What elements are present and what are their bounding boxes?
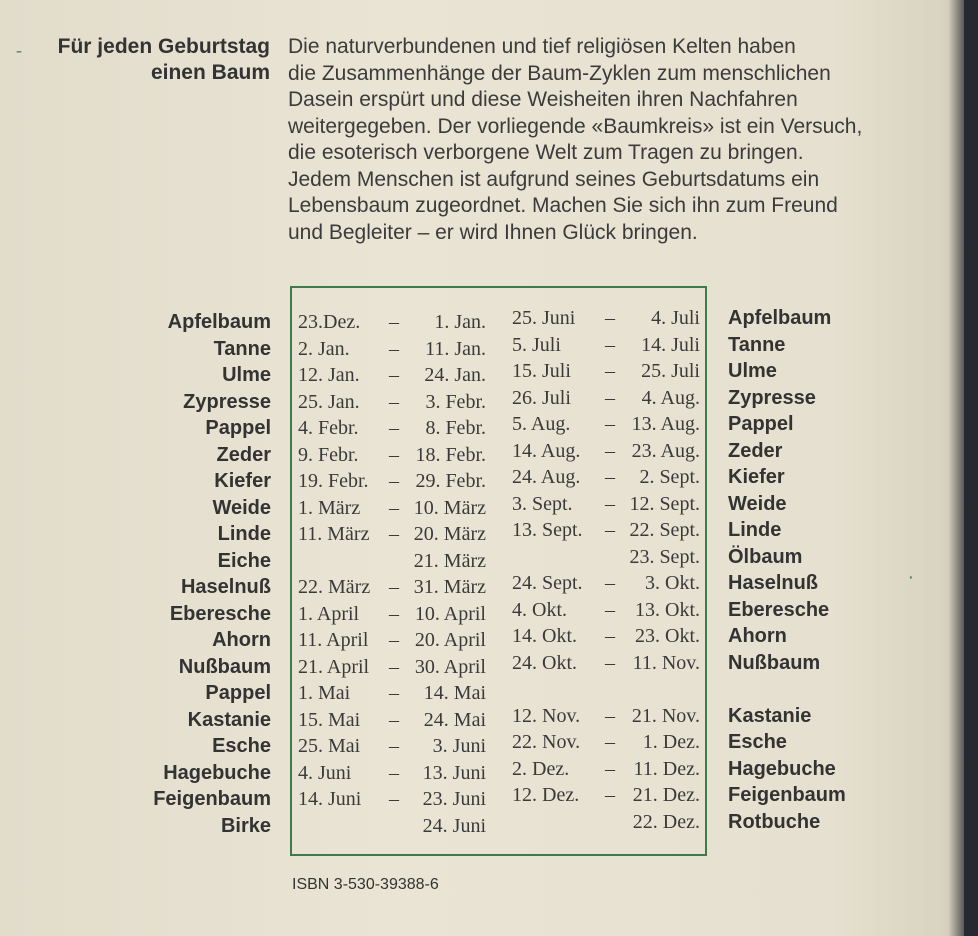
date-dash: – [605, 704, 615, 727]
tree-name: Rotbuche [728, 810, 821, 833]
date-dash: – [389, 576, 399, 598]
tree-name: Pappel [205, 417, 271, 439]
date-from: 19. Febr. [298, 470, 369, 492]
date-dash: – [389, 682, 399, 704]
tree-name: Eberesche [169, 602, 271, 625]
tree-name: Zeder [728, 439, 783, 462]
date-from: 11. April [298, 629, 369, 651]
intro-paragraph [288, 34, 888, 246]
intro-line: Dasein erspürt und diese Weisheiten ihren Nachfahren [288, 88, 798, 111]
date-to: 14. Juli [641, 333, 700, 356]
tree-name: Haselnuß [180, 576, 271, 598]
date-to: 23. Okt. [635, 625, 700, 647]
date-from: 25. Juni [512, 307, 576, 329]
date-to: 10. März [413, 496, 486, 519]
tree-name: Weide [728, 492, 787, 515]
date-to: 13. Okt. [635, 598, 700, 621]
date-from: 12. Jan. [298, 364, 360, 386]
intro-line: und Begleiter – er wird Ihnen Glück bringen. [288, 220, 698, 244]
intro-line: Jedem Menschen ist aufgrund seines Geburtsdatums ein [288, 167, 820, 191]
date-from: 12. Nov. [512, 704, 581, 727]
date-dash: – [605, 757, 615, 780]
tree-name: Tanne [728, 333, 786, 356]
date-to: 24. Mai [423, 708, 486, 731]
headline-line: einen Baum [150, 61, 270, 84]
date-dash: – [605, 625, 615, 647]
date-from: 24. Okt. [512, 651, 577, 674]
isbn: ISBN 3-530-39388-6 [292, 876, 439, 893]
date-to: 22. Dez. [632, 810, 700, 833]
date-to: 23. Sept. [629, 545, 700, 568]
tree-name: Kastanie [728, 704, 812, 727]
date-from: 14. Okt. [512, 625, 577, 647]
date-dash: – [605, 519, 615, 541]
tree-name: Birke [220, 814, 271, 837]
tree-name: Kiefer [728, 466, 785, 488]
tree-name: Haselnuß [728, 572, 819, 594]
date-from: 25. Mai [298, 735, 361, 757]
date-dash: – [605, 731, 615, 753]
tree-name: Apfelbaum [728, 307, 832, 329]
headline-line: Für jeden Geburtstag [57, 35, 270, 58]
cover-mark: ‧ [908, 568, 914, 588]
tree-name: Ölbaum [728, 545, 803, 568]
date-to: 1. Dez. [642, 731, 700, 753]
date-from: 5. Juli [512, 333, 561, 356]
date-dash: – [389, 788, 399, 810]
date-from: 13. Sept. [512, 519, 583, 541]
intro-line: Lebensbaum zugeordnet. Machen Sie sich ihn zum Freund [288, 194, 838, 217]
date-from: 15. Mai [298, 708, 361, 731]
date-dash: – [389, 496, 399, 519]
tree-name: Ulme [222, 364, 271, 386]
date-to: 21. März [413, 549, 486, 572]
date-dash: – [389, 735, 399, 757]
date-from: 25. Jan. [298, 390, 360, 413]
date-from: 14. Juni [298, 788, 362, 810]
date-to: 25. Juli [641, 360, 700, 382]
date-dash: – [605, 439, 615, 462]
date-to: 4. Aug. [641, 386, 700, 409]
tree-name: Eberesche [728, 598, 830, 621]
date-dash: – [389, 417, 399, 439]
date-from: 9. Febr. [298, 443, 359, 466]
tree-name: Weide [212, 496, 271, 519]
date-to: 18. Febr. [415, 443, 486, 466]
date-from: 23.Dez. [298, 311, 361, 333]
date-to: 30. April [414, 655, 486, 678]
date-dash: – [389, 470, 399, 492]
date-to: 14. Mai [423, 682, 486, 704]
date-from: 1. April [298, 602, 360, 625]
date-from: 4. Febr. [298, 417, 359, 439]
date-dash: – [605, 360, 615, 382]
date-from: 24. Sept. [512, 572, 583, 594]
date-to: 21. Dez. [632, 784, 700, 806]
date-from: 14. Aug. [512, 439, 581, 462]
date-from: 2. Jan. [298, 337, 350, 360]
date-from: 12. Dez. [512, 784, 580, 806]
date-dash: – [605, 386, 615, 409]
tree-name: Hagebuche [728, 757, 836, 780]
tree-name: Esche [212, 735, 271, 757]
date-to: 20. März [413, 523, 486, 545]
date-dash: – [389, 523, 399, 545]
date-from: 5. Aug. [512, 413, 571, 435]
date-to: 20. April [414, 629, 486, 651]
date-to: 31. März [413, 576, 486, 598]
tree-name: Hagebuche [163, 761, 271, 784]
date-dash: – [389, 602, 399, 625]
date-dash: – [389, 337, 399, 360]
date-to: 2. Sept. [639, 466, 700, 488]
tree-name: Esche [728, 731, 787, 753]
date-dash: – [389, 708, 399, 731]
date-to: 4. Juli [651, 307, 700, 329]
date-to: 8. Febr. [425, 417, 486, 439]
date-to: 3. Okt. [645, 572, 700, 594]
tree-name: Tanne [213, 337, 271, 360]
tree-name: Zypresse [728, 386, 816, 409]
tree-name: Ahorn [212, 629, 271, 651]
date-from: 15. Juli [512, 360, 571, 382]
cover-edge-shadow [942, 0, 964, 936]
tree-name: Feigenbaum [153, 788, 271, 810]
date-from: 22. Nov. [512, 731, 581, 753]
date-dash: – [389, 761, 399, 784]
date-dash: – [605, 413, 615, 435]
intro-line: Die naturverbundenen und tief religiösen Kelten haben [288, 35, 796, 58]
date-to: 21. Nov. [631, 704, 700, 727]
date-from: 11. März [298, 523, 370, 545]
date-to: 12. Sept. [629, 492, 700, 515]
tree-name: Nußbaum [178, 655, 271, 678]
intro-line: die esoterisch verborgene Welt zum Tragen zu bringen. [288, 141, 804, 164]
date-dash: – [389, 364, 399, 386]
date-to: 13. Aug. [631, 413, 700, 435]
tree-name: Ahorn [728, 625, 787, 647]
date-dash: – [605, 651, 615, 674]
date-dash: – [605, 492, 615, 515]
date-to: 29. Febr. [415, 470, 486, 492]
date-to: 1. Jan. [434, 311, 486, 333]
intro-line: weitergegeben. Der vorliegende «Baumkreis» ist ein Versuch, [288, 114, 863, 138]
date-to: 24. Juni [422, 814, 486, 837]
date-to: 23. Juni [422, 788, 486, 810]
right-tree-list [728, 305, 928, 835]
tree-name [728, 676, 928, 703]
tree-name: Nußbaum [728, 651, 821, 674]
date-to: 11. Dez. [633, 757, 700, 780]
date-to: 24. Jan. [424, 364, 486, 386]
date-dash: – [605, 784, 615, 806]
date-dash: – [389, 443, 399, 466]
tree-name: Zypresse [183, 390, 271, 413]
date-to: 10. April [414, 602, 486, 625]
tree-name: Kiefer [214, 470, 271, 492]
date-from: 2. Dez. [512, 757, 570, 780]
headline [30, 34, 270, 86]
date-from: 3. Sept. [512, 492, 573, 515]
date-to: 3. Febr. [425, 390, 486, 413]
date-to: 13. Juni [422, 761, 486, 784]
date-from: 4. Okt. [512, 598, 567, 621]
date-from: 1. März [298, 496, 361, 519]
date-dash: – [605, 307, 615, 329]
date-to: 23. Aug. [631, 439, 700, 462]
date-to: 3. Juni [432, 735, 486, 757]
tree-name: Apfelbaum [167, 311, 271, 333]
date-from: 21. April [298, 655, 370, 678]
date-to: 11. Nov. [632, 651, 700, 674]
tree-name: Zeder [216, 443, 271, 466]
tree-name: Pappel [728, 413, 794, 435]
date-from: 22. März [298, 576, 371, 598]
book-spine [964, 0, 978, 936]
date-from: 4. Juni [298, 761, 352, 784]
intro-line: die Zusammenhänge der Baum-Zyklen zum menschlichen [288, 61, 831, 85]
tree-name: Linde [217, 523, 271, 545]
tree-name: Ulme [728, 360, 777, 382]
date-dash: – [389, 655, 399, 678]
cover-mark: ‐ [16, 40, 22, 60]
tree-name: Eiche [217, 549, 271, 572]
date-dash: – [605, 466, 615, 488]
date-to: 11. Jan. [425, 337, 486, 360]
tree-name: Pappel [205, 682, 271, 704]
date-dash: – [389, 629, 399, 651]
tree-name: Feigenbaum [728, 784, 846, 806]
date-dash: – [389, 390, 399, 413]
date-to: 22. Sept. [629, 519, 700, 541]
date-from: 26. Juli [512, 386, 571, 409]
tree-name: Kastanie [187, 708, 271, 731]
date-dash: – [389, 311, 399, 333]
date-dash: – [605, 572, 615, 594]
date-dash: – [605, 598, 615, 621]
left-tree-list [30, 309, 271, 839]
date-from: 1. Mai [298, 682, 351, 704]
date-dash: – [605, 333, 615, 356]
date-from: 24. Aug. [512, 466, 581, 488]
tree-name: Linde [728, 519, 782, 541]
